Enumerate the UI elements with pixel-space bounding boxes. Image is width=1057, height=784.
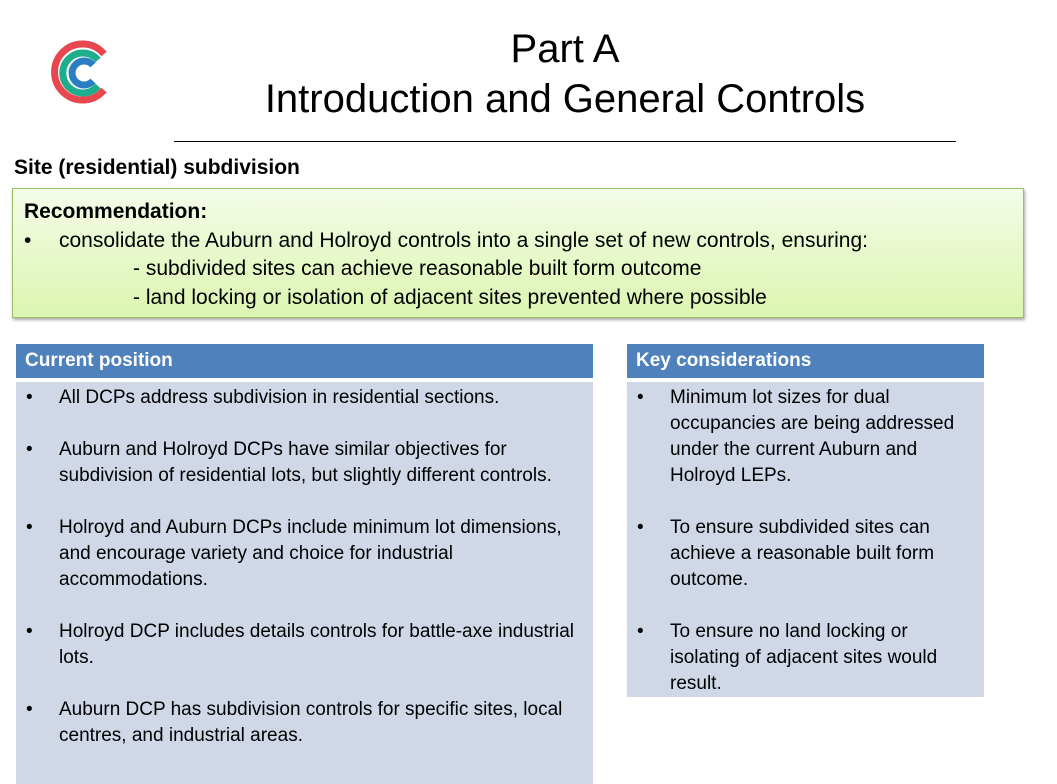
list-item: • Holroyd and Auburn DCPs include minimum lot dimensions, and encourage variety and choice for industrial accommodations.	[16, 515, 583, 593]
page-title: Part A	[510, 27, 620, 71]
list-item: • Auburn DCP has subdivision controls for specific sites, local centres, and industrial areas.	[16, 697, 583, 749]
current-position-panel	[16, 382, 593, 784]
list-item: • To ensure subdivided sites can achieve a reasonable built form outcome.	[627, 515, 976, 593]
key-considerations-panel	[627, 382, 984, 697]
list-item: • Holroyd DCP includes details controls for battle-axe industrial lots.	[16, 619, 583, 671]
recommendation-sub-item: - land locking or isolation of adjacent sites prevented where possible	[133, 286, 767, 309]
recommendation-sub-item: - subdivided sites can achieve reasonable built form outcome	[133, 257, 702, 280]
list-item: • All DCPs address subdivision in residential sections.	[16, 385, 583, 411]
section-heading: Site (residential) subdivision	[14, 156, 300, 179]
page-subtitle: Introduction and General Controls	[264, 77, 866, 121]
current-position-heading: Current position	[16, 344, 593, 378]
list-item: • Minimum lot sizes for dual occupancies are being addressed under the current Auburn and Holroyd LEPs.	[627, 385, 976, 489]
bullet-icon: •	[24, 229, 32, 252]
recommendation-text: consolidate the Auburn and Holroyd controls into a single set of new controls, ensuring:	[59, 229, 868, 252]
key-considerations-heading: Key considerations	[627, 344, 984, 378]
list-item: • Auburn and Holroyd DCPs have similar objectives for subdivision of residential lots, but slightly different controls.	[16, 437, 583, 489]
council-logo-icon	[50, 36, 118, 108]
title-divider	[174, 141, 956, 142]
list-item: • To ensure no land locking or isolating of adjacent sites would result.	[627, 619, 976, 697]
recommendation-box	[12, 188, 1024, 318]
recommendation-heading: Recommendation:	[24, 200, 208, 223]
